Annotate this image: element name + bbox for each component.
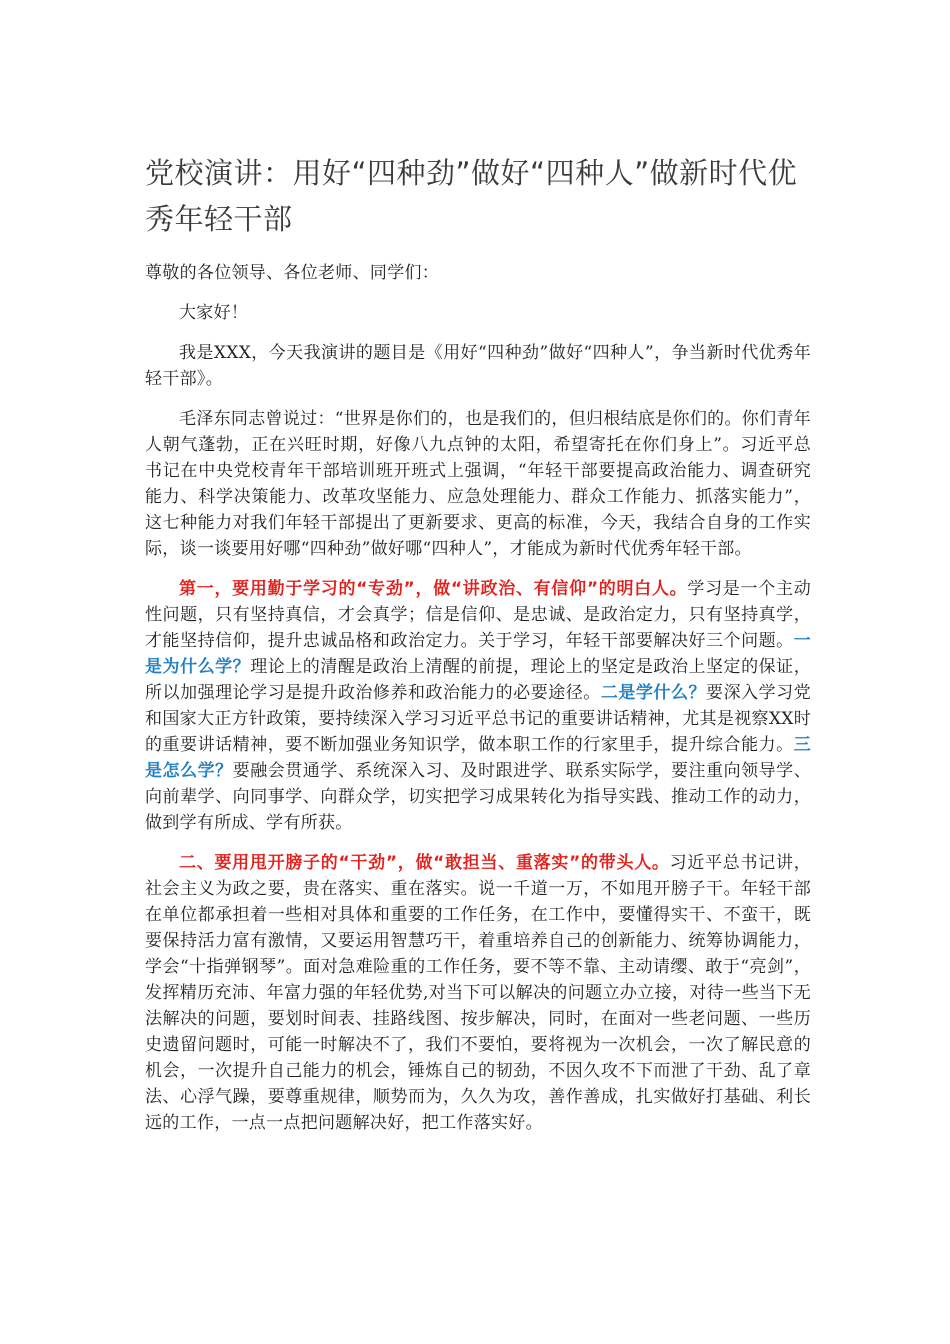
- section-1-question-3: 三是怎么学？: [145, 735, 811, 781]
- section-1-text-b: 理论上的清醒是政治上清醒的前提，理论上的坚定是政治上坚定的保证，所以加强理论学习是提升政治修养和政治能力的必要途径。: [145, 657, 811, 703]
- intro-paragraph: 我是XXX，今天我演讲的题目是《用好“四种劲”做好“四种人”，争当新时代优秀年轻干部》。: [145, 343, 811, 389]
- section-1-text-d: 要融会贯通学、系统深入习、及时跟进学、联系实际学，要注重向领导学、向前辈学、向同事学、向群众学，切实把学习成果转化为指导实践、推动工作的动力，做到学有所成、学有所获。: [145, 761, 812, 833]
- section-1-question-1: 一是为什么学？: [145, 631, 811, 677]
- section-2-text: 习近平总书记讲，社会主义为政之要，贵在落实、重在落实。说一千道一万，不如甩开膀子干。年轻干部在单位都承担着一些相对具体和重要的工作任务，在工作中，要懂得实干、不蛮干，既要保持活力富有激情，又要运用智慧巧干，着重培养自己的创新能力、统筹协调能力，学会“十指弹钢琴”。面对急难险重的工作任务，要不等不靠、主动请缨、敢于“亮剑”，发挥精历充沛、年富力强的年轻优势,对当下可以解决的问题立办立接，对待一些当下无法解决的问题，要划时间表、挂路线图、按步解决，同时，在面对一些老问题、一些历史遗留问题时，可能一时解决不了，我们不要怕，要将视为一次机会，一次了解民意的机会，一次提升自己能力的机会，锤炼自己的韧劲，不因久攻不下而泄了干劲、乱了章法、心浮气躁，要尊重规律，顺势而为，久久为攻，善作善成，扎实做好打基础、利长远的工作，一点一点把问题解决好，把工作落实好。: [145, 853, 811, 1133]
- section-1-text-a: 学习是一个主动性问题，只有坚持真信，才会真学；信是信仰、是忠诚、是政治定力，只有坚持真学，才能坚持信仰，提升忠诚品格和政治定力。关于学习，年轻干部要解决好三个问题。: [145, 579, 811, 651]
- document-title: 党校演讲：用好“四种劲”做好“四种人”做新时代优秀年轻干部: [145, 156, 798, 236]
- section-2-paragraph: [145, 850, 811, 1136]
- quote-paragraph: 毛泽东同志曾说过：“世界是你们的，也是我们的，但归根结底是你们的。你们青年人朝气蓬勃，正在兴旺时期，好像八九点钟的太阳，希望寄托在你们身上”。习近平总书记在中央党校青年干部培训班开班式上强调，“年轻干部要提高政治能力、调查研究能力、科学决策能力、改革攻坚能力、应急处理能力、群众工作能力、抓落实能力”，这七种能力对我们年轻干部提出了更新要求、更高的标准，今天，我结合自身的工作实际，谈一谈要用好哪“四种劲”做好哪“四种人”，才能成为新时代优秀年轻干部。: [145, 409, 811, 559]
- document-page: [145, 150, 811, 1150]
- salutation: 尊敬的各位领导、各位老师、同学们：: [145, 263, 440, 283]
- section-1-heading: 第一，要用勤于学习的“专劲”，做“讲政治、有信仰”的明白人。: [179, 579, 688, 599]
- section-1-question-2: 二是学什么？: [600, 683, 707, 703]
- greeting: 大家好！: [179, 303, 249, 323]
- section-1-text-c: 要深入学习党和国家大正方针政策，要持续深入学习习近平总书记的重要讲话精神，尤其是视察XX时的重要讲话精神，要不断加强业务知识学，做本职工作的行家里手，提升综合能力。: [145, 683, 811, 755]
- section-1-paragraph: [145, 576, 811, 836]
- section-2-heading: 二、要用甩开膀子的“干劲”，做“敢担当、重落实”的带头人。: [179, 853, 670, 873]
